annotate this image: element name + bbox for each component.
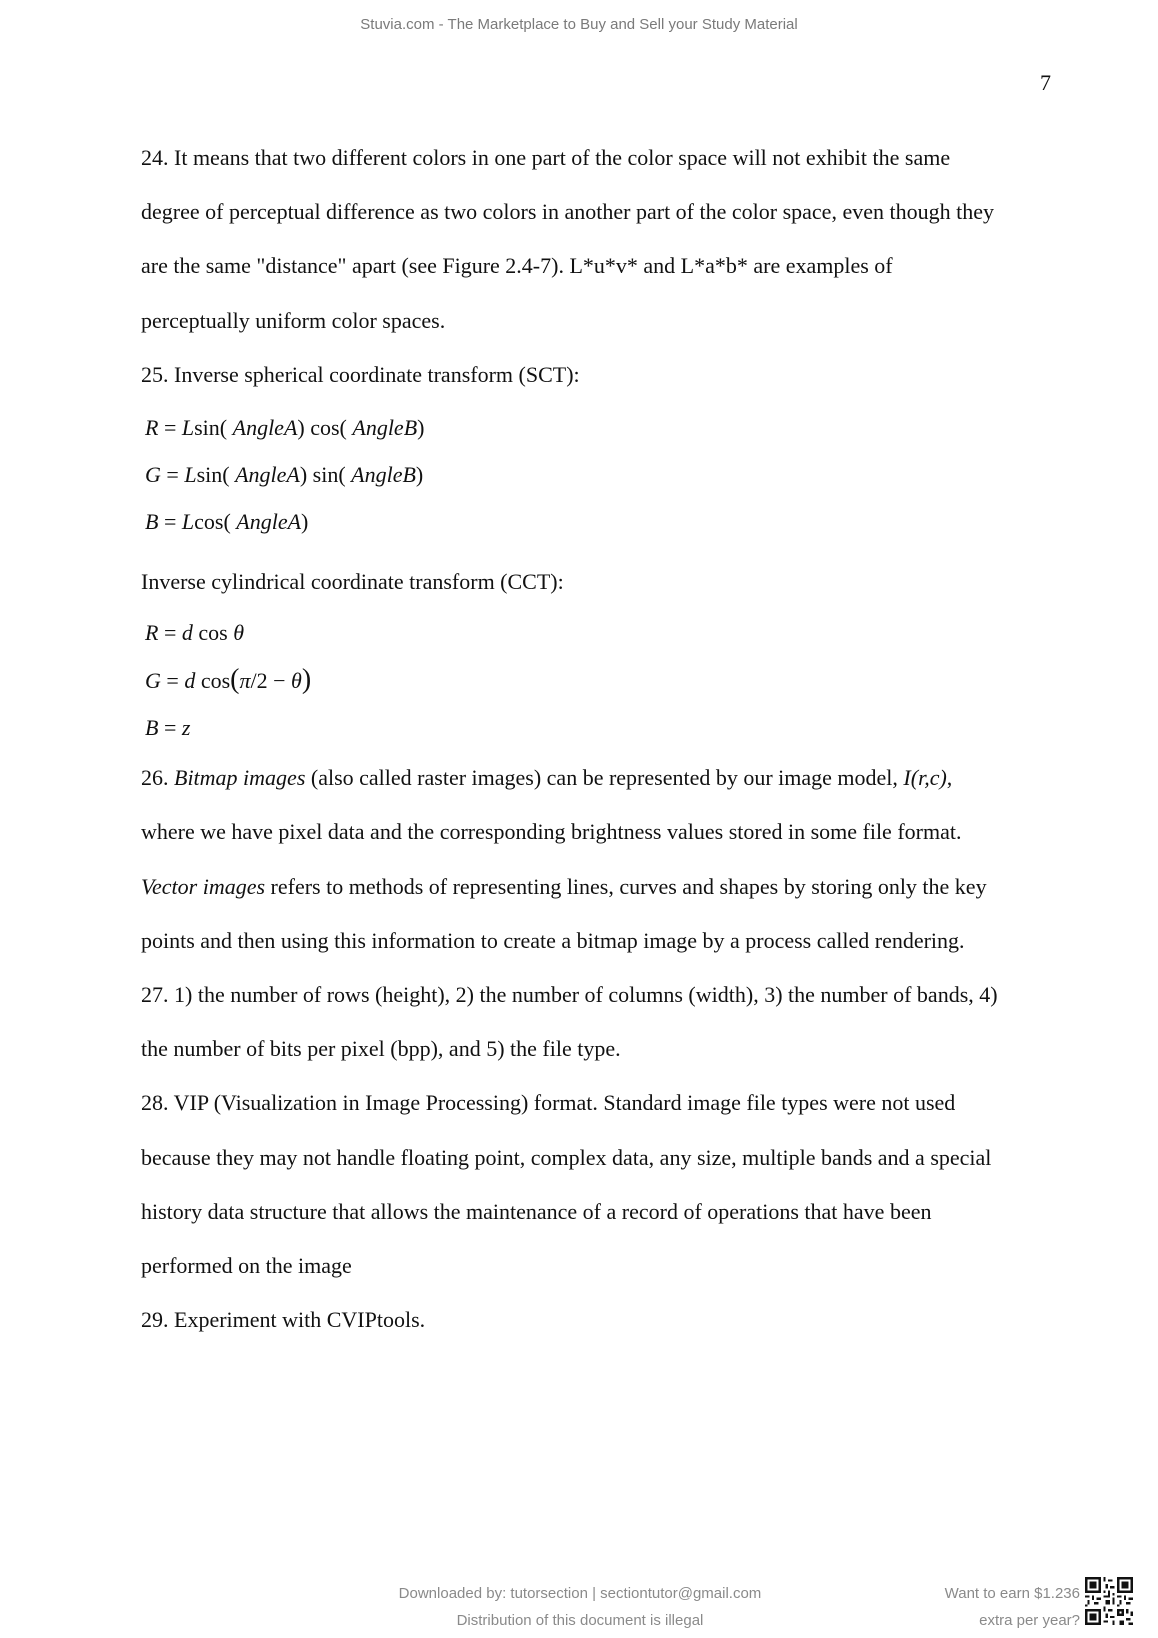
eq-var: z	[181, 715, 191, 741]
cct-equation-g	[145, 656, 1061, 704]
eq-var: AngleA	[236, 509, 302, 535]
eq-var: G	[145, 668, 161, 694]
eq-op: =	[160, 668, 185, 694]
downloaded-by-text: Downloaded by: tutorsection | sectiontutor@gmail.com	[398, 1585, 762, 1602]
eq-var: G	[145, 462, 161, 488]
cct-equation-b	[145, 704, 1061, 751]
document-body	[141, 131, 1061, 1347]
item-number: 26.	[141, 765, 174, 791]
eq-var: AngleB	[351, 462, 416, 488]
eq-var: π	[239, 668, 251, 694]
text-run: ,	[946, 765, 953, 791]
eq-op: =	[160, 462, 185, 488]
item-25-heading: 25. Inverse spherical coordinate transform (SCT):	[141, 361, 580, 387]
eq-paren: )	[297, 415, 311, 441]
item-26-line-1	[141, 751, 1061, 805]
text-run: refers to methods of representing lines, curves and shapes by storing only the key	[265, 873, 987, 899]
qr-code-icon[interactable]	[1085, 1577, 1133, 1625]
text-run: (also called raster images) can be represented by our image model,	[305, 765, 904, 791]
eq-paren: (	[230, 664, 240, 696]
item-26-line-4: points and then using this information to create a bitmap image by a process called rendering.	[141, 927, 965, 953]
item-24-line-1: 24. It means that two different colors in one part of the color space will not exhibit the same	[141, 145, 951, 170]
eq-var: L	[184, 462, 197, 488]
eq-var: AngleA	[232, 415, 298, 441]
eq-var: AngleA	[235, 462, 300, 488]
eq-fn: cos	[192, 620, 234, 646]
item-28-line-4: performed on the image	[141, 1253, 352, 1279]
sct-equation-b	[145, 498, 1061, 545]
eq-var: L	[181, 415, 195, 441]
cct-heading: Inverse cylindrical coordinate transform (CCT):	[141, 569, 564, 595]
term-vector-images: Vector images	[141, 873, 266, 899]
item-26-line-2: where we have pixel data and the corresponding brightness values stored in some file format.	[141, 819, 962, 845]
eq-var: θ	[291, 668, 302, 694]
item-24-line-3: are the same "distance" apart (see Figure 2.4-7). L*u*v* and L*a*b* are examples of	[141, 253, 893, 279]
image-model: I(r,c)	[903, 765, 947, 791]
site-banner: Stuvia.com - The Marketplace to Buy and Sell your Study Material	[360, 16, 798, 33]
eq-fn: sin(	[196, 462, 236, 488]
eq-var: B	[145, 715, 159, 741]
item-27-line-2: the number of bits per pixel (bpp), and 5) the file type.	[141, 1036, 621, 1062]
eq-var: B	[145, 509, 159, 535]
term-bitmap-images: Bitmap images	[174, 765, 306, 791]
eq-op: =	[158, 620, 182, 646]
eq-var: θ	[233, 620, 245, 646]
item-24-line-2: degree of perceptual difference as two colors in another part of the color space, even though they	[141, 199, 994, 225]
item-24-line-4: perceptually uniform color spaces.	[141, 307, 446, 333]
earn-promo-line-1[interactable]: Want to earn $1.236	[944, 1585, 1080, 1602]
eq-var: d	[184, 668, 196, 694]
earn-promo-line-2[interactable]: extra per year?	[979, 1612, 1080, 1629]
eq-term: /2 −	[250, 668, 292, 694]
eq-var: R	[145, 620, 159, 646]
eq-op: =	[158, 509, 182, 535]
item-29-line-1: 29. Experiment with CVIPtools.	[141, 1307, 426, 1333]
earn-promo[interactable]	[880, 1580, 1080, 1634]
sct-equation-g	[145, 451, 1061, 498]
eq-paren: )	[417, 415, 425, 441]
eq-var: AngleB	[352, 415, 418, 441]
eq-fn: sin(	[312, 462, 352, 488]
eq-fn: sin(	[194, 415, 233, 441]
footer-download-info	[340, 1580, 820, 1634]
eq-op: =	[158, 715, 182, 741]
item-28-line-1: 28. VIP (Visualization in Image Processing) format. Standard image file types were not used	[141, 1090, 956, 1116]
eq-paren: )	[301, 664, 312, 696]
item-26-line-3	[141, 860, 1061, 914]
item-28-line-2: because they may not handle floating point, complex data, any size, multiple bands and a special	[141, 1144, 992, 1170]
eq-var: L	[181, 509, 195, 535]
sct-equation-r	[145, 404, 1061, 451]
item-27-line-1: 27. 1) the number of rows (height), 2) the number of columns (width), 3) the number of bands, 4)	[141, 982, 998, 1008]
eq-op: =	[158, 415, 182, 441]
eq-paren: )	[301, 509, 309, 535]
eq-var: d	[181, 620, 193, 646]
page-number: 7	[1040, 70, 1051, 95]
eq-fn: cos(	[310, 415, 353, 441]
eq-var: R	[145, 415, 159, 441]
eq-paren: )	[299, 462, 313, 488]
item-28-line-3: history data structure that allows the maintenance of a record of operations that have been	[141, 1198, 932, 1224]
eq-fn: cos	[195, 668, 231, 694]
distribution-notice: Distribution of this document is illegal	[456, 1612, 704, 1629]
eq-fn: cos(	[194, 509, 237, 535]
eq-paren: )	[415, 462, 424, 488]
cct-equation-r	[145, 609, 1061, 656]
